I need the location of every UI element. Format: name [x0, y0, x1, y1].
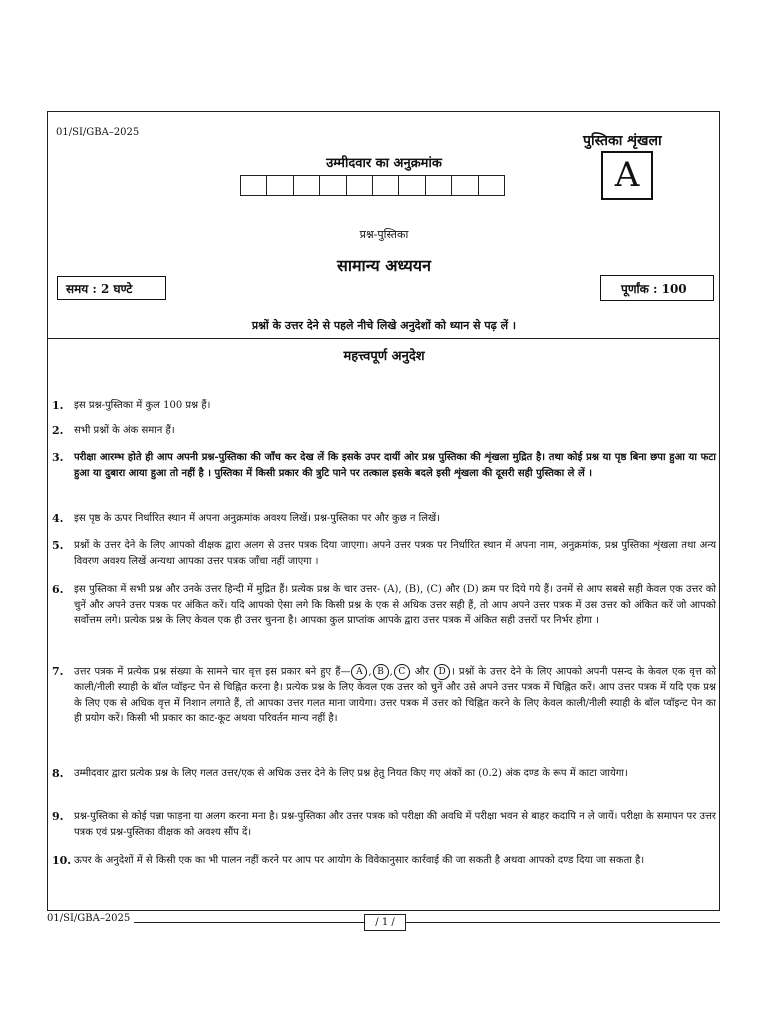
instruction-text: इस पृष्ठ के ऊपर निर्धारित स्थान में अपना अनुक्रमांक अवश्य लिखें। प्रश्न-पुस्तिका पर और कुछ न लिखें।	[74, 513, 440, 524]
instruction-item	[52, 423, 716, 439]
series-label: पुस्तिका शृंखला	[583, 133, 662, 149]
subject-title: सामान्य अध्ययन	[337, 256, 431, 275]
instruction-text: इस पुस्तिका में सभी प्रश्न और उनके उत्तर हिन्दी में मुद्रित हैं। प्रत्येक प्रश्न के चार उत्तर- (A), (B), (C) और (D) क्रम पर दिये गये हैं। उनमें से आप सबसे सही केवल एक उत्तर को चुनें और अपने उत्तर पत्रक पर अंकित करें। यदि आपको ऐसा लगे कि किसी प्रश्न के एक से अधिक उत्तर सही हैं, तो आप अपने उत्तर पत्रक में उस उत्तर को अंकित करें जो आपको सर्वोत्तम लगे। प्रत्येक प्रश्न के लिए केवल एक ही उत्तर चुनना है। आपका कुल प्राप्तांक आपके द्वारा उत्तर पत्रक में अंकित सही उत्तरों पर निर्भर होगा ।	[74, 584, 716, 626]
booklet-code: 01/SI/GBA–2025	[56, 127, 140, 138]
roll-digit-box	[266, 175, 293, 196]
instruction-item	[52, 853, 716, 869]
roll-digit-box	[425, 175, 452, 196]
instruction-item	[52, 766, 716, 782]
instruction-item	[52, 450, 716, 481]
roll-digit-box	[319, 175, 346, 196]
instruction-number: 10.	[52, 854, 72, 867]
read-instructions-note: प्रश्नों के उत्तर देने से पहले नीचे लिखे अनुदेशों को ध्यान से पढ़ लें ।	[251, 319, 517, 332]
instruction-number: 3.	[52, 451, 64, 464]
roll-digit-box	[240, 175, 267, 196]
instruction-item	[52, 664, 716, 727]
roll-digit-box	[346, 175, 373, 196]
instruction-number: 4.	[52, 512, 64, 525]
series-value-box: A	[601, 151, 653, 200]
roll-number-label: उम्मीदवार का अनुक्रमांक	[326, 156, 442, 171]
instruction-number: 7.	[52, 665, 64, 678]
roll-digit-box	[293, 175, 320, 196]
instruction-text: इस प्रश्न-पुस्तिका में कुल 100 प्रश्न हैं।	[74, 400, 211, 411]
instructions-title: महत्त्वपूर्ण अनुदेश	[343, 349, 425, 364]
option-circle: D	[434, 664, 450, 680]
instruction-item	[52, 398, 716, 414]
divider	[48, 338, 719, 339]
instruction-text: प्रश्न-पुस्तिका से कोई पन्ना फाड़ना या अलग करना मना है। प्रश्न-पुस्तिका और उत्तर पत्रक को परीक्षा की अवधि में परीक्षा भवन से बाहर कदापि न ले जायें। परीक्षा के समापन पर उत्तर पत्रक एवं प्रश्न-पुस्तिका वीक्षक को अवश्य सौंप दें।	[74, 811, 716, 838]
instruction-text: उत्तर पत्रक में प्रत्येक प्रश्न संख्या के सामने चार वृत्त इस प्रकार बने हुए हैं— A , B , C और D । प्रश्नों के उत्तर देने के लिए आपको अपनी पसन्द के केवल एक वृत्त को काली/नीली स्याही के बॉल प्वॉइन्ट पेन से चिह्नित करना है। प्रत्येक प्रश्न के लिए केवल एक उत्तर को चुनें और उसे अपने उत्तर पत्रक में चिह्नित करें। आप उत्तर पत्रक में यदि एक प्रश्न के लिए एक से अधिक वृत्त में निशान लगाते हैं, तो आपका उत्तर गलत माना जायेगा। उत्तर पत्रक में उत्तर को चिह्नित करने के लिए केवल काली/नीली स्याही के बॉल प्वॉइन्ट पेन का ही प्रयोग करें। किसी भी प्रकार का काट-कूट अथवा परिवर्तन मान्य नहीं है।	[74, 664, 716, 727]
time-box: समय : 2 घण्टे	[57, 276, 166, 300]
page-number: / 1 /	[364, 914, 406, 931]
instruction-text: ऊपर के अनुदेशों में से किसी एक का भी पालन नहीं करने पर आप पर आयोग के विवेकानुसार कार्रवाई की जा सकती है अथवा आपको दण्ड दिया जा सकता है।	[74, 855, 645, 866]
instruction-text: उम्मीदवार द्वारा प्रत्येक प्रश्न के लिए गलत उत्तर/एक से अधिक उत्तर देने के लिए प्रश्न हेतु नियत किए गए अंकों का (0.2) अंक दण्ड के रूप में काटा जायेगा।	[74, 768, 628, 779]
roll-digit-box	[478, 175, 505, 196]
instruction-number: 5.	[52, 539, 64, 552]
instruction-number: 9.	[52, 810, 64, 823]
instruction-item	[52, 582, 716, 629]
instruction-number: 2.	[52, 424, 64, 437]
booklet-label: प्रश्न-पुस्तिका	[359, 228, 409, 241]
instruction-text-part: उत्तर पत्रक में प्रत्येक प्रश्न संख्या के सामने चार वृत्त इस प्रकार बने हुए हैं—	[74, 666, 351, 678]
roll-digit-box	[398, 175, 425, 196]
instruction-number: 6.	[52, 583, 64, 596]
roll-number-boxes	[240, 175, 504, 196]
instruction-item	[52, 511, 716, 527]
instruction-text: परीक्षा आरम्भ होते ही आप अपनी प्रश्न-पुस्तिका की जाँच कर देख लें कि इसके उपर दायीं ओर प्रश्न पुस्तिका की शृंखला मुद्रित है। तथा कोई प्रश्न या पृष्ठ बिना छपा हुआ या फटा हुआ या दुबारा आया हुआ तो नहीं है । पुस्तिका में किसी प्रकार की त्रुटि पाने पर तत्काल इसके बदले इसी शृंखला की दूसरी सही पुस्तिका ले लें ।	[74, 452, 716, 479]
option-circle: B	[373, 664, 389, 680]
instruction-text: सभी प्रश्नों के अंक समान हैं।	[74, 425, 175, 436]
instruction-number: 1.	[52, 399, 64, 412]
roll-digit-box	[451, 175, 478, 196]
option-circle: C	[394, 664, 410, 680]
instruction-text: प्रश्नों के उत्तर देने के लिए आपको वीक्षक द्वारा अलग से उत्तर पत्रक दिया जाएगा। अपने उत्तर पत्रक पर निर्धारित स्थान में अपना नाम, अनुक्रमांक, प्रश्न पुस्तिका शृंखला तथा अन्य विवरण अवश्य लिखें अन्यथा आपका उत्तर पत्रक जाँचा नहीं जाएगा ।	[74, 540, 716, 567]
instruction-text-part: । प्रश्नों के उत्तर देने के लिए आपको अपनी पसन्द के केवल एक वृत्त को काली/नीली स्याही के बॉल प्वॉइन्ट पेन से चिह्नित करना है। प्रत्येक प्रश्न के लिए केवल एक उत्तर को चुनें और उसे अपने उत्तर पत्रक में चिह्नित करें। आप उत्तर पत्रक में यदि एक प्रश्न के लिए एक से अधिक वृत्त में निशान लगाते हैं, तो आपका उत्तर गलत माना जायेगा। उत्तर पत्रक में उत्तर को चिह्नित करने के लिए केवल काली/नीली स्याही के बॉल प्वॉइन्ट पेन का ही प्रयोग करें। किसी भी प्रकार का काट-कूट अथवा परिवर्तन मान्य नहीं है।	[74, 666, 717, 724]
roll-digit-box	[372, 175, 399, 196]
instruction-number: 8.	[52, 767, 64, 780]
instruction-item	[52, 538, 716, 569]
option-circle: A	[351, 664, 367, 680]
footer-code: 01/SI/GBA–2025	[47, 913, 134, 924]
instruction-item	[52, 809, 716, 840]
marks-box: पूर्णांक : 100	[600, 275, 714, 301]
